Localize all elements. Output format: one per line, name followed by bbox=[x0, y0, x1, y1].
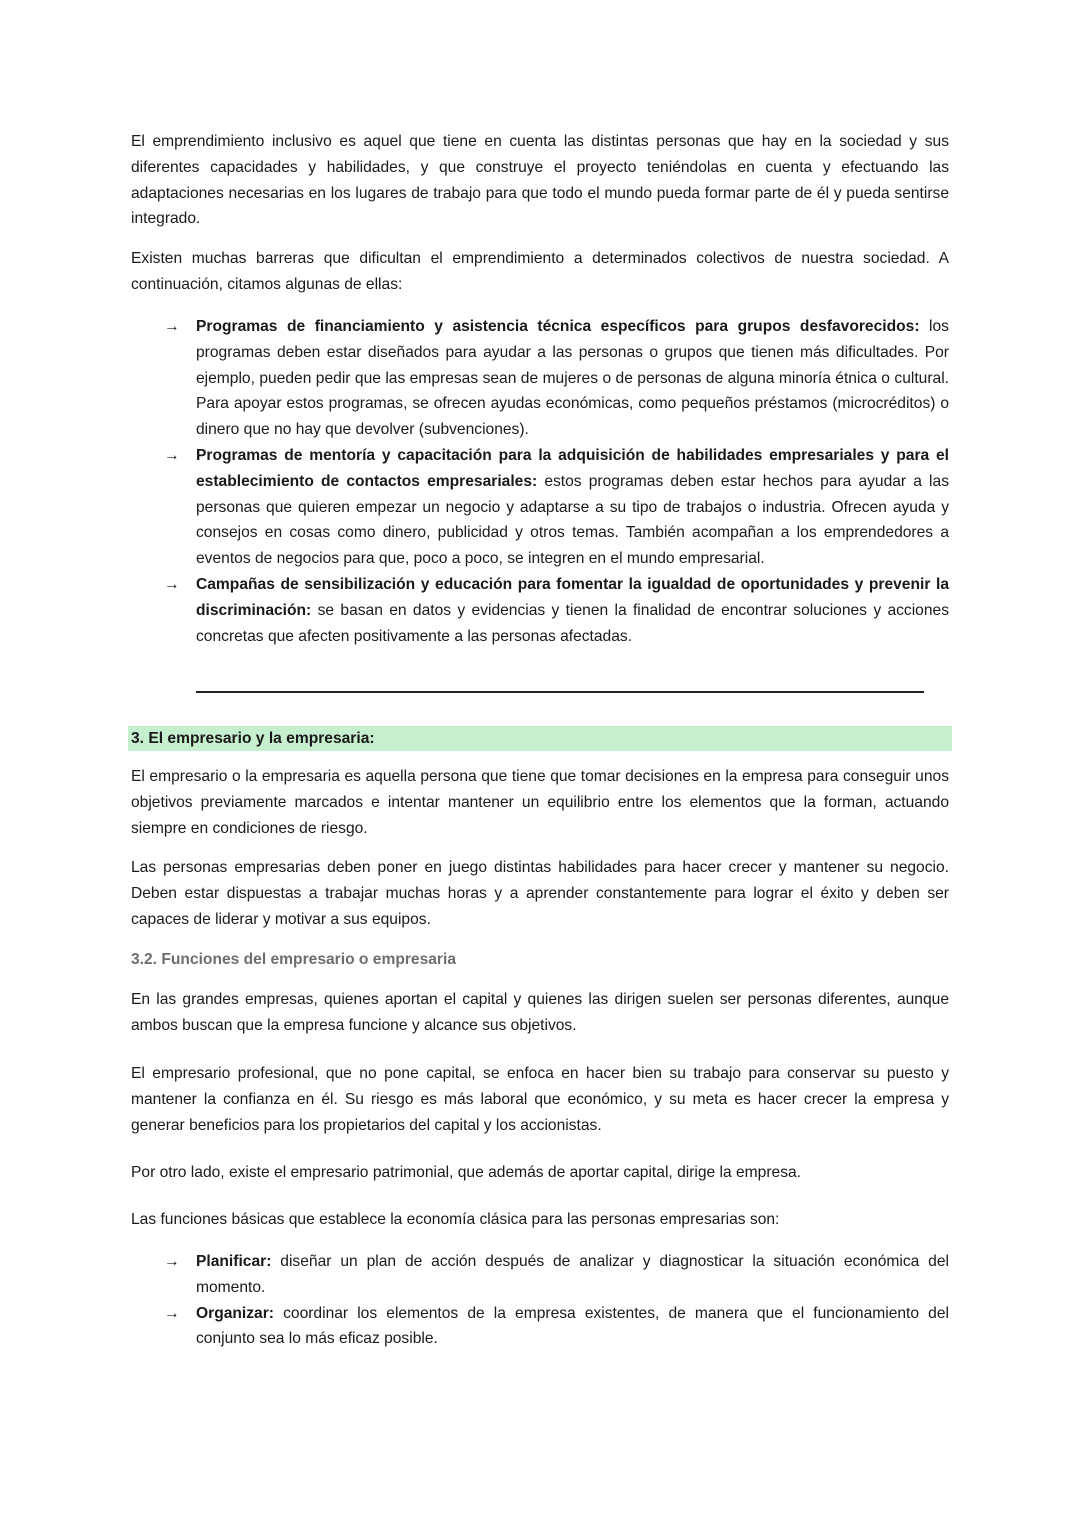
list-item bbox=[131, 1301, 949, 1353]
section-heading: 3. El empresario y la empresaria: bbox=[128, 726, 952, 751]
arrow-icon: → bbox=[164, 575, 180, 593]
paragraph-skills: Las personas empresarias deben poner en juego distintas habilidades para hacer crecer y mantener su negocio. Deben estar dispuestas a trabajar muchas horas y a aprender constantemente para lograr el éxito y deben ser capaces de liderar y motivar a sus equipos. bbox=[131, 859, 949, 928]
list-item-title: Organizar: bbox=[196, 1304, 274, 1322]
list-item-title: Planificar: bbox=[196, 1253, 272, 1270]
list-item-title: Campañas de sensibilización y educación para fomentar la igualdad de oportunidades y prevenir la discriminación: bbox=[196, 575, 949, 619]
barriers-list bbox=[131, 314, 949, 649]
paragraph-large-companies: En las grandes empresas, quienes aportan el capital y quienes las dirigen suelen ser personas diferentes, aunque ambos buscan que la empresa funcione y alcance sus objetivos. bbox=[131, 991, 949, 1034]
list-item bbox=[131, 1249, 949, 1301]
paragraph-patrimonial: Por otro lado, existe el empresario patrimonial, que además de aportar capital, dirige la empresa. bbox=[131, 1164, 802, 1181]
arrow-icon: → bbox=[164, 1253, 180, 1270]
arrow-icon: → bbox=[164, 318, 180, 335]
paragraph-professional: El empresario profesional, que no pone capital, se enfoca en hacer bien su trabajo para conservar su puesto y mantener la confianza en él. Su riesgo es más laboral que económico, y su meta es hacer crecer la empresa y generar beneficios para los propietarios del capital y los accionistas. bbox=[131, 1065, 949, 1134]
functions-list bbox=[131, 1249, 949, 1352]
list-item-title: Programas de mentoría y capacitación para la adquisición de habilidades empresariales y para el establecimiento de contactos empresariales: bbox=[196, 446, 949, 490]
list-item-title: Programas de financiamiento y asistencia técnica específicos para grupos desfavorecidos: bbox=[196, 318, 920, 335]
arrow-icon: → bbox=[164, 446, 180, 464]
paragraph-barriers: Existen muchas barreras que dificultan el emprendimiento a determinados colectivos de nuestra sociedad. A continuación, citamos algunas de ellas: bbox=[131, 250, 949, 293]
list-item-text: coordinar los elementos de la empresa existentes, de manera que el funcionamiento del conjunto sea lo más eficaz posible. bbox=[196, 1304, 949, 1348]
list-item-text: se basan en datos y evidencias y tienen la finalidad de encontrar soluciones y acciones concretas que afecten positivamente a las personas afectadas. bbox=[196, 601, 949, 645]
paragraph-functions-intro: Las funciones básicas que establece la economía clásica para las personas empresarias son: bbox=[131, 1211, 780, 1228]
arrow-icon: → bbox=[164, 1304, 180, 1322]
divider bbox=[196, 691, 924, 693]
list-item-text: diseñar un plan de acción después de analizar y diagnosticar la situación económica del momento. bbox=[196, 1253, 949, 1296]
paragraph-inclusive-entrepreneurship: El emprendimiento inclusivo es aquel que tiene en cuenta las distintas personas que hay en la sociedad y sus diferentes capacidades y habilidades, y que construye el proyecto teniéndolas en cuenta y efectuando las adaptaciones necesarias en los lugares de trabajo para que todo el mundo pueda formar parte de él y pueda sentirse integrado. bbox=[131, 133, 949, 228]
list-item bbox=[131, 314, 949, 443]
paragraph-definition: El empresario o la empresaria es aquella persona que tiene que tomar decisiones en la empresa para conseguir unos objetivos previamente marcados e intentar mantener un equilibrio entre los elementos que la forman, actuando siempre en condiciones de riesgo. bbox=[131, 768, 949, 837]
subheading: 3.2. Funciones del empresario o empresaria bbox=[131, 951, 457, 968]
list-item-text: estos programas deben estar hechos para ayudar a las personas que quieren empezar un negocio y adaptarse a su tipo de trabajos o industria. Ofrecen ayuda y consejos en cosas como dinero, publicidad y otros temas. También acompañan a los emprendedores a eventos de negocios para que, poco a poco, se integren en el mundo empresarial. bbox=[196, 472, 949, 568]
list-item-text: los programas deben estar diseñados para ayudar a las personas o grupos que tienen más dificultades. Por ejemplo, pueden pedir que las empresas sean de mujeres o de personas de alguna minoría étnica o cultural. Para apoyar estos programas, se ofrecen ayudas económicas, como pequeños préstamos (microcréditos) o dinero que no hay que devolver (subvenciones). bbox=[196, 318, 949, 439]
list-item bbox=[131, 572, 949, 649]
list-item bbox=[131, 443, 949, 572]
